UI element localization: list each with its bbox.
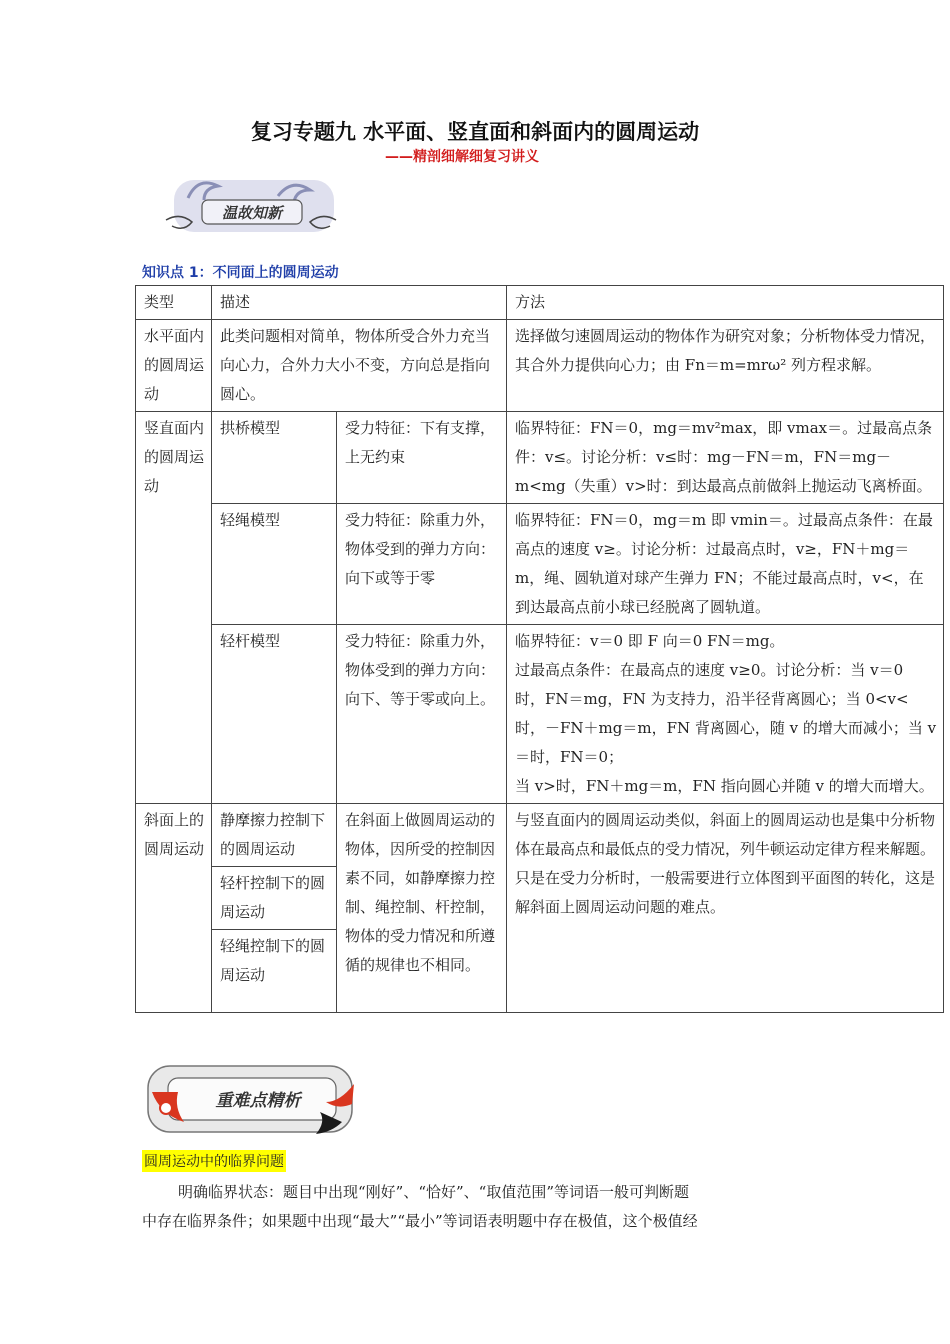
type-incline: 斜面上的圆周运动	[136, 804, 212, 1013]
method-incline: 与竖直面内的圆周运动类似，斜面上的圆周运动也是集中分析物体在最高点和最低点的受力情况，列牛顿运动定律方程来解题。只是在受力分析时，一般需要进行立体图到平面图的转化，这是解斜面上圆周运动问题的难点。	[507, 804, 944, 1013]
table-row	[136, 625, 944, 804]
key-points-banner	[146, 1062, 358, 1140]
model-arch: 拱桥模型	[212, 412, 337, 504]
feature-rod: 受力特征：除重力外，物体受到的弹力方向：向下、等于零或向上。	[337, 625, 507, 804]
method-arch: 临界特征：FN＝0，mg＝mv²max，即 vmax＝。过最高点条件：v≤。讨论分析：v≤时：mg－FN＝m，FN＝mg－m<mg（失重）v>时：到达最高点前做斜上抛运动飞离桥面。	[507, 412, 944, 504]
header-method: 方法	[507, 286, 944, 320]
page-title: 复习专题九 水平面、竖直面和斜面内的圆周运动	[250, 120, 700, 144]
header-desc: 描述	[212, 286, 507, 320]
model-incline-rod: 轻杆控制下的圆周运动	[212, 867, 337, 930]
critical-problem-heading: 圆周运动中的临界问题	[142, 1150, 286, 1172]
knowledge-table	[135, 285, 944, 1013]
model-incline-rope: 轻绳控制下的圆周运动	[212, 930, 337, 1013]
type-horizontal: 水平面内的圆周运动	[136, 320, 212, 412]
feature-arch: 受力特征：下有支撑，上无约束	[337, 412, 507, 504]
review-banner-label: 温故知新	[221, 204, 283, 222]
paragraph-line: 明确临界状态：题目中出现“刚好”、“恰好”、“取值范围”等词语一般可判断题	[178, 1183, 690, 1201]
table-header-row	[136, 286, 944, 320]
key-points-banner-label: 重难点精析	[215, 1091, 301, 1111]
type-vertical: 竖直面内的圆周运动	[136, 412, 212, 804]
desc-incline: 在斜面上做圆周运动的物体，因所受的控制因素不同，如静摩擦力控制、绳控制、杆控制，物体的受力情况和所遵循的规律也不相同。	[337, 804, 507, 1013]
method-rod	[507, 625, 944, 804]
table-row	[136, 320, 944, 412]
model-rope: 轻绳模型	[212, 504, 337, 625]
body-paragraph	[142, 1178, 810, 1236]
method-rod-line: 过最高点条件：在最高点的速度 v≥0。讨论分析：当 v＝0 时，FN＝mg，FN 为支持力，沿半径背离圆心；当 0<v<时，－FN＋mg＝m，FN 背离圆心，随 v 的增大而减小；当 v＝时，FN＝0；	[515, 661, 937, 766]
page-subtitle: ——精剖细解细复习讲义	[385, 149, 539, 165]
method-rod-line: 当 v>时，FN＋mg＝m，FN 指向圆心并随 v 的增大而增大。	[515, 777, 934, 795]
table-row	[136, 804, 944, 867]
feature-rope: 受力特征：除重力外，物体受到的弹力方向：向下或等于零	[337, 504, 507, 625]
method-rope: 临界特征：FN＝0，mg＝m 即 vmin＝。过最高点条件：在最高点的速度 v≥。讨论分析：过最高点时，v≥，FN＋mg＝m，绳、圆轨道对球产生弹力 FN；不能过最高点时，v<，在到达最高点前小球已经脱离了圆轨道。	[507, 504, 944, 625]
method-rod-line: 临界特征：v＝0 即 F 向＝0 FN＝mg。	[515, 632, 785, 650]
paragraph-line: 中存在临界条件；如果题中出现“最大”“最小”等词语表明题中存在极值，这个极值经	[142, 1212, 698, 1230]
model-rod: 轻杆模型	[212, 625, 337, 804]
header-type: 类型	[136, 286, 212, 320]
review-banner	[158, 170, 344, 246]
section-title: 知识点 1：不同面上的圆周运动	[142, 265, 339, 281]
table-row	[136, 504, 944, 625]
desc-horizontal: 此类问题相对简单，物体所受合外力充当向心力，合外力大小不变，方向总是指向圆心。	[212, 320, 507, 412]
table-row	[136, 412, 944, 504]
method-horizontal: 选择做匀速圆周运动的物体作为研究对象；分析物体受力情况，其合外力提供向心力；由 Fn＝m=mrω² 列方程求解。	[507, 320, 944, 412]
model-incline-friction: 静摩擦力控制下的圆周运动	[212, 804, 337, 867]
